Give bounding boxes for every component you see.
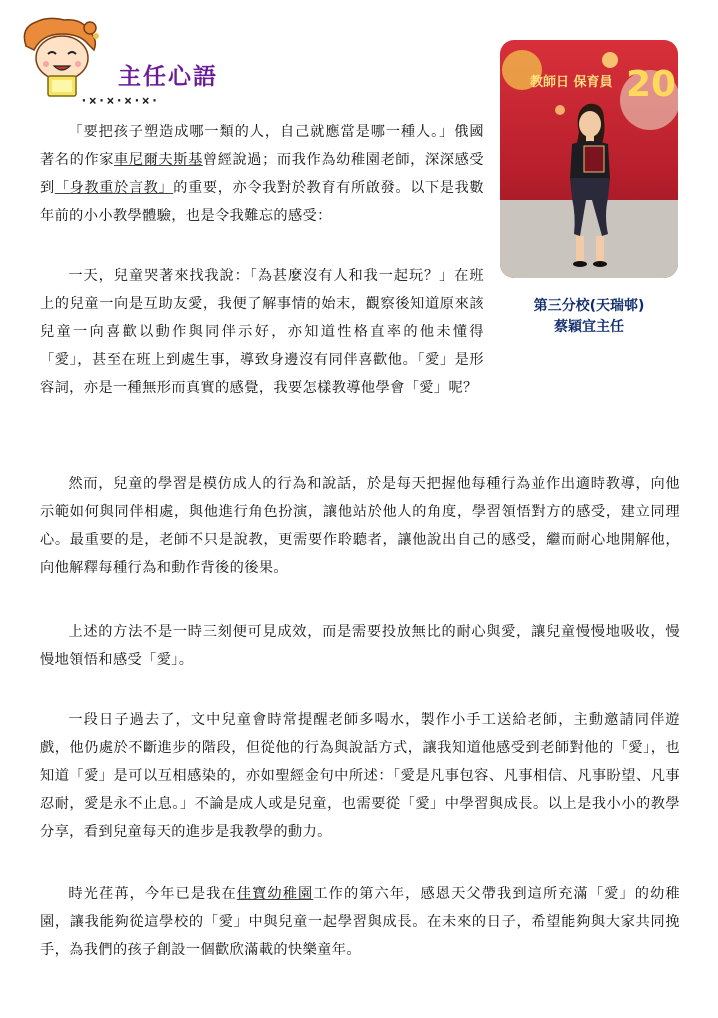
paragraph-3: 然而，兒童的學習是模仿成人的行為和說話，於是每天把握他每種行為並作出適時教導，向他示範如何與同伴相處，與他進行角色扮演，讓他站於他人的角度，學習領悟對方的感受，建立同理心。最重要的是，老師不只是說教，更需要作聆聽者，讓他說出自己的感受，繼而耐心地開解他，向他解釋每種行為和動作背後的後果。 — [40, 476, 680, 576]
paragraph-2: 一天，兒童哭著來找我說：「為甚麼沒有人和我一起玩？」在班上的兒童一向是互助友愛，我便了解事情的始末，觀察後知道原來該兒童一向喜歡以動作與同伴示好，亦知道性格直率的他未懂得「愛」，甚至在班上到處生事，導致身邊沒有同伴喜歡他。「愛」是形容詞，亦是一種無形而真實的感覺，我要怎樣教導他學會「愛」呢？ — [40, 268, 484, 396]
caption-branch: 第三分校(天瑞邨) — [533, 298, 645, 314]
caption-name: 蔡穎宜主任 — [554, 319, 624, 335]
page-title: 主任心語 — [118, 64, 218, 90]
motto-phrase: 「身教重於言教」 — [54, 180, 174, 196]
photo-banner-text: 教師日 保育員 — [530, 75, 613, 90]
photo-caption — [500, 296, 678, 338]
title-decoration: ·×·×·×·×· — [80, 94, 160, 109]
paragraph-4: 上述的方法不是一時三刻便可見成效，而是需要投放無比的耐心與愛，讓兒童慢慢地吸收，慢慢地領悟和感受「愛」。 — [40, 624, 680, 668]
paragraph-1-text-a: 「要把孩子塑造成哪一類的人，自己就應當是哪一種人。」俄國著名的作家 — [40, 124, 484, 168]
photo-illustration — [500, 40, 678, 278]
school-name: 佳寶幼稚園 — [236, 886, 314, 902]
paragraph-6-text-b: 工作的第六年，感恩天父帶我到這所充滿「愛」的幼稚園，讓我能夠從這學校的「愛」中與兒童一起學習與成長。在未來的日子，希望能夠與大家共同挽手，為我們的孩子創設一個歡欣滿載的快樂童年。 — [40, 886, 680, 958]
paragraph-6-text-a: 時光荏苒，今年已是我在 — [68, 886, 237, 902]
paragraph-1-text-b: 曾經說過；而我作為幼稚園老師，深深感受到 — [40, 152, 484, 196]
page-header — [18, 14, 238, 109]
girl-mascot-icon — [18, 14, 102, 98]
author-name: 車尼爾夫斯基 — [114, 152, 203, 168]
paragraph-1-text-c: 的重要，亦令我對於教育有所啟發。以下是我數年前的小小教學體驗，也是令我難忘的感受： — [40, 180, 485, 224]
photo-year-text: 20 — [626, 64, 677, 105]
principal-photo — [500, 40, 678, 278]
paragraph-1 — [40, 118, 484, 230]
paragraph-6 — [40, 880, 680, 964]
paragraph-5: 一段日子過去了，文中兒童會時常提醒老師多喝水，製作小手工送給老師，主動邀請同伴遊戲，他仍處於不斷進步的階段，但從他的行為與說話方式，讓我知道他感受到老師對他的「愛」，也知道「愛」是可以互相感染的，亦如聖經金句中所述：「愛是凡事包容、凡事相信、凡事盼望、凡事忍耐，愛是永不止息。」不論是成人或是兒童，也需要從「愛」中學習與成長。以上是我小小的教學分享，看到兒童每天的進步是我教學的動力。 — [40, 712, 680, 840]
